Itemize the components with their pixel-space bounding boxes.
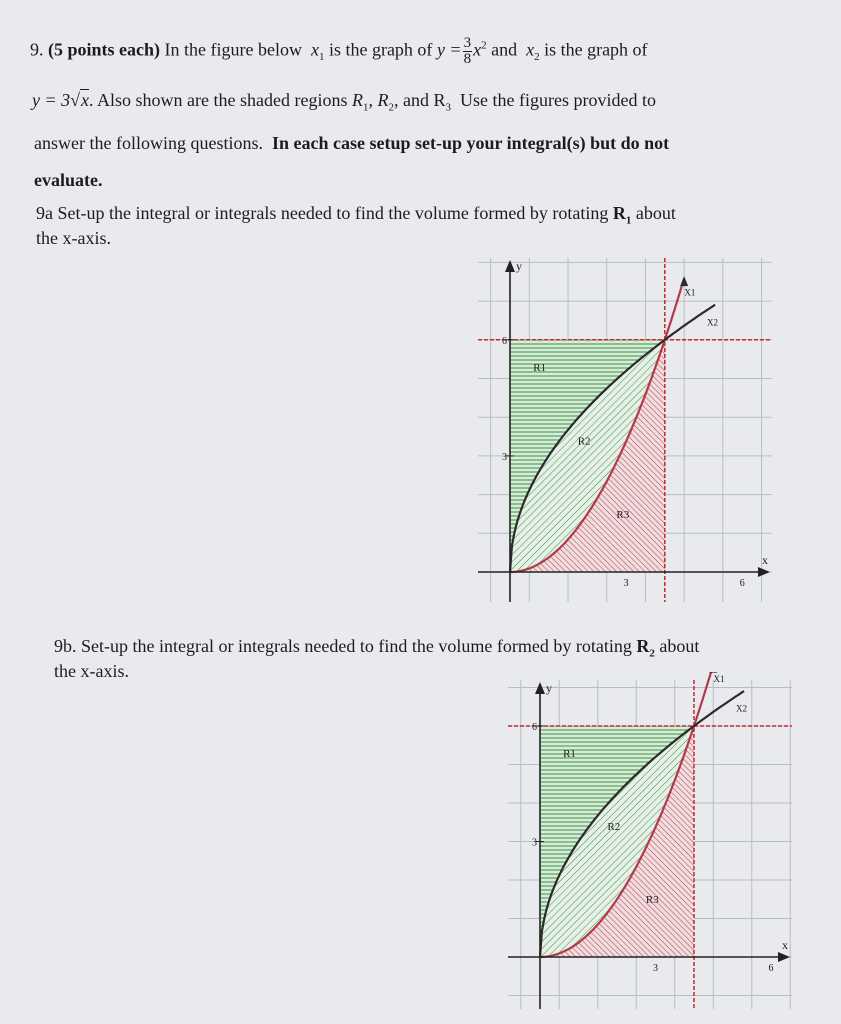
x-squared: x (473, 39, 482, 60)
comma: , (368, 90, 373, 110)
r3-sub: 3 (445, 101, 451, 114)
and-text: and (491, 39, 518, 60)
setup-instruction: In each case setup set-up your integral(s) but do not (271, 133, 670, 153)
tick-label-y3: 3 (532, 837, 537, 849)
part-a-question: 9a Set-up the integral or integrals needed to find the volume formed by rotating (36, 203, 609, 223)
part-a-axis: the x-axis. (36, 228, 111, 248)
problem-number: 9. (30, 39, 44, 60)
part-b-question: 9b. Set-up the integral or integrals needed to find the volume formed by rotating (54, 636, 632, 656)
x1-subscript: 1 (318, 51, 325, 64)
tick-label-x6: 6 (739, 578, 745, 589)
part-b-about: about (659, 636, 700, 656)
r3-label: R (433, 90, 446, 110)
region-r1-label: R1 (533, 361, 547, 374)
is-graph-of-text: is the graph of (328, 39, 433, 60)
and-text-2: , and (393, 90, 429, 110)
intro-text: In the figure below (164, 39, 302, 60)
evaluate-text: evaluate. (34, 170, 103, 190)
tick-label-x3: 3 (623, 578, 629, 589)
region-r3-label: R3 (645, 894, 659, 907)
curve-x1-label: X1 (713, 673, 725, 684)
part-b-line-1 (54, 636, 699, 660)
curve-x2-label: X2 (707, 317, 719, 328)
r1-label: R (351, 90, 363, 110)
graph-b (500, 672, 800, 1017)
curve-x2-label: X2 (736, 703, 748, 714)
problem-line-3 (34, 133, 669, 154)
part-b-axis: the x-axis. (54, 661, 129, 681)
shaded-regions-text: . Also shown are the shaded regions (89, 90, 348, 110)
radicand: x (81, 90, 90, 110)
problem-line-1 (30, 36, 648, 67)
problem-points: (5 points each) (48, 39, 160, 60)
region-r2-label: R2 (577, 435, 591, 448)
part-b-line-2 (54, 661, 129, 682)
tick-label-y3: 3 (502, 451, 507, 463)
r2-label: R (377, 90, 389, 110)
problem-line-2: y = 3√x. Also shown are the shaded regions $R_1$, $R_2$, and $R_3$ Use the figures provided to (32, 90, 656, 114)
is-graph-of-text-2: is the graph of (544, 39, 648, 60)
part-a-about: about (635, 203, 676, 223)
use-figures-text: Use the figures provided to (460, 90, 656, 110)
y-axis-label: y (546, 681, 552, 695)
region-r3-label: R3 (616, 508, 630, 521)
x-axis-label: x (782, 938, 788, 952)
fraction-3-8: $\frac{3}{8}$ (463, 35, 472, 67)
part-a-line-2 (36, 228, 111, 249)
region-r2-label: R2 (607, 820, 621, 833)
region-r1-label: R1 (563, 747, 576, 760)
graph-a (470, 250, 780, 610)
x2-symbol: x (526, 39, 535, 60)
part-a-region: R (612, 203, 626, 223)
x-axis-label: x (762, 553, 768, 567)
part-b-region-sub: 2 (649, 647, 655, 660)
curve-x1-arrow (680, 276, 688, 286)
part-a-region-sub: 1 (625, 214, 632, 227)
curve-x1-label: X1 (684, 287, 696, 298)
tick-label-x6: 6 (768, 963, 774, 974)
r2-sub: 2 (388, 101, 394, 114)
part-a-line-1 (36, 203, 676, 227)
r1-sub: 1 (362, 101, 369, 114)
curve-x1-arrow (709, 672, 717, 673)
tick-label-x3: 3 (653, 963, 658, 974)
x-axis-arrow (778, 952, 790, 962)
exponent-2: 2 (481, 39, 487, 52)
part-b-region: R (636, 636, 650, 656)
problem-line-4 (34, 170, 102, 191)
answer-text: answer the following questions. (34, 133, 263, 153)
equation-y: y = (436, 39, 462, 60)
x1-symbol: x (310, 39, 319, 60)
x-axis-arrow (758, 567, 770, 577)
tick-label-y6: 6 (502, 335, 507, 347)
tick-label-y6: 6 (532, 722, 537, 733)
y-axis-label: y (516, 259, 522, 273)
equation-sqrt: y = 3 (32, 90, 71, 110)
x2-subscript: 2 (534, 51, 540, 64)
y-axis-arrow (505, 260, 515, 272)
